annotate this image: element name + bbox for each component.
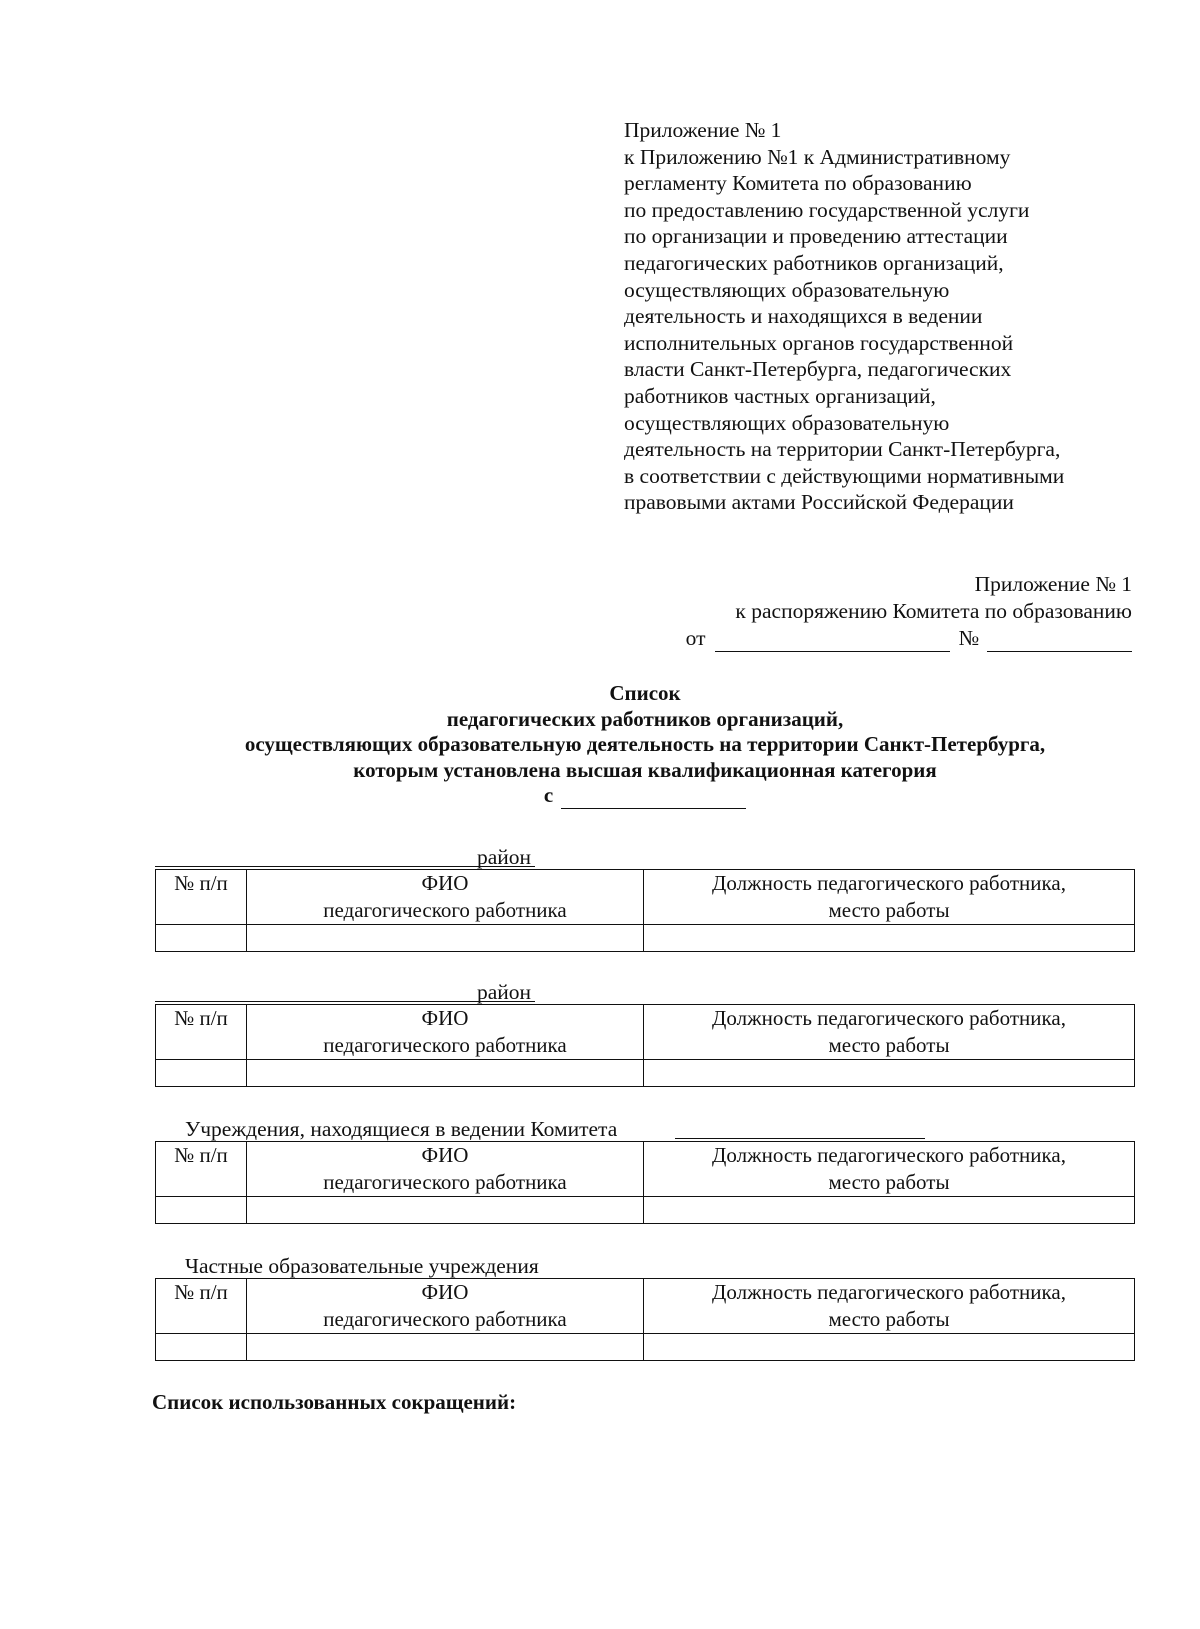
header-position xyxy=(644,1005,1135,1060)
section-district-2 xyxy=(155,980,1135,1087)
header-position-line1: Должность педагогического работника, xyxy=(712,1143,1066,1167)
section-committee-institutions xyxy=(155,1117,1135,1224)
header-name-line1: ФИО xyxy=(421,1280,469,1304)
cell-position[interactable] xyxy=(644,925,1135,952)
title-line: Список xyxy=(609,681,681,705)
cell-name[interactable] xyxy=(247,1197,644,1224)
caption-text: район xyxy=(477,845,532,869)
cell-number[interactable] xyxy=(156,1060,247,1087)
caption-text: Учреждения, находящиеся в ведении Комитета xyxy=(185,1117,618,1141)
order-date-number-line xyxy=(686,625,1132,652)
cell-position[interactable] xyxy=(644,1334,1135,1361)
header-number: № п/п xyxy=(156,1279,247,1334)
teachers-table xyxy=(155,1004,1135,1087)
header-position-line2: место работы xyxy=(828,1170,950,1194)
appendix-line: регламенту Комитета по образованию xyxy=(624,171,972,196)
order-appendix-subtitle: к распоряжению Комитета по образованию xyxy=(735,599,1132,623)
header-name-line1: ФИО xyxy=(421,1006,469,1030)
title-line: педагогических работников организаций, xyxy=(446,706,844,731)
title-line: которым установлена высшая квалификационная категория xyxy=(353,757,937,782)
header-name-line2: педагогического работника xyxy=(323,1033,567,1057)
appendix-line: в соответствии с действующими нормативными xyxy=(624,463,1065,488)
appendix-line: деятельность и находящихся в ведении xyxy=(624,304,983,329)
appendix-line: работников частных организаций, xyxy=(624,383,936,408)
committee-blank-field[interactable] xyxy=(675,1138,925,1139)
appendix-line: по организации и проведению аттестации xyxy=(624,224,1008,249)
header-name xyxy=(247,1005,644,1060)
date-blank-field[interactable] xyxy=(715,631,950,652)
cell-number[interactable] xyxy=(156,1334,247,1361)
header-number: № п/п xyxy=(156,1005,247,1060)
date-prefix: от xyxy=(685,626,706,650)
since-prefix: с xyxy=(543,783,554,807)
appendix-line: по предоставлению государственной услуги xyxy=(624,197,1030,222)
order-appendix-title: Приложение № 1 xyxy=(974,572,1132,596)
appendix-line: деятельность на территории Санкт-Петербурга, xyxy=(624,437,1061,462)
teachers-table xyxy=(155,869,1135,952)
table-header-row xyxy=(156,1142,1135,1197)
header-position-line1: Должность педагогического работника, xyxy=(712,1006,1066,1030)
since-date-blank-field[interactable] xyxy=(561,788,746,809)
section-caption xyxy=(155,1117,1135,1141)
header-name-line1: ФИО xyxy=(421,871,469,895)
table-row xyxy=(156,1060,1135,1087)
section-caption xyxy=(155,1254,1135,1278)
header-number: № п/п xyxy=(156,870,247,925)
title-line: осуществляющих образовательную деятельность на территории Санкт-Петербурга, xyxy=(244,732,1046,756)
appendix-line: правовыми актами Российской Федерации xyxy=(624,490,1014,515)
caption-text: Частные образовательные учреждения xyxy=(185,1254,539,1278)
cell-name[interactable] xyxy=(247,1060,644,1087)
cell-position[interactable] xyxy=(644,1060,1135,1087)
header-position xyxy=(644,870,1135,925)
section-caption xyxy=(155,980,1135,1004)
since-line xyxy=(0,783,1200,809)
header-name-line2: педагогического работника xyxy=(323,1170,567,1194)
number-prefix: № xyxy=(958,626,979,650)
header-name-line2: педагогического работника xyxy=(323,898,567,922)
header-position-line1: Должность педагогического работника, xyxy=(712,1280,1066,1304)
header-position-line2: место работы xyxy=(828,898,950,922)
appendix-line: осуществляющих образовательную xyxy=(624,277,950,302)
cell-name[interactable] xyxy=(247,925,644,952)
number-blank-field[interactable] xyxy=(987,631,1132,652)
table-row xyxy=(156,925,1135,952)
header-position-line2: место работы xyxy=(828,1307,950,1331)
header-name-line2: педагогического работника xyxy=(323,1307,567,1331)
section-private-institutions xyxy=(155,1254,1135,1361)
section-caption xyxy=(155,845,1135,869)
cell-name[interactable] xyxy=(247,1334,644,1361)
appendix-line: исполнительных органов государственной xyxy=(624,330,1014,355)
appendix-line: власти Санкт-Петербурга, педагогических xyxy=(624,357,1012,382)
table-row xyxy=(156,1197,1135,1224)
appendix-line: педагогических работников организаций, xyxy=(624,250,1004,275)
teachers-table xyxy=(155,1278,1135,1361)
table-header-row xyxy=(156,870,1135,925)
appendix-line: к Приложению №1 к Административному xyxy=(624,144,1011,169)
section-district-1 xyxy=(155,845,1135,952)
header-name xyxy=(247,1142,644,1197)
caption-text: район xyxy=(477,980,532,1004)
teachers-table xyxy=(155,1141,1135,1224)
list-title xyxy=(0,681,1200,809)
abbreviations-title: Список использованных сокращений: xyxy=(152,1390,517,1414)
appendix-regulation-reference xyxy=(624,117,1184,516)
cell-number[interactable] xyxy=(156,1197,247,1224)
table-header-row xyxy=(156,1279,1135,1334)
cell-number[interactable] xyxy=(156,925,247,952)
cell-position[interactable] xyxy=(644,1197,1135,1224)
header-position xyxy=(644,1142,1135,1197)
appendix-line: осуществляющих образовательную xyxy=(624,410,950,435)
header-name-line1: ФИО xyxy=(421,1143,469,1167)
header-position-line2: место работы xyxy=(828,1033,950,1057)
appendix-line: Приложение № 1 xyxy=(624,118,782,142)
header-position xyxy=(644,1279,1135,1334)
header-position-line1: Должность педагогического работника, xyxy=(712,871,1066,895)
table-header-row xyxy=(156,1005,1135,1060)
header-name xyxy=(247,1279,644,1334)
appendix-order-reference xyxy=(686,571,1132,652)
header-number: № п/п xyxy=(156,1142,247,1197)
header-name xyxy=(247,870,644,925)
table-row xyxy=(156,1334,1135,1361)
